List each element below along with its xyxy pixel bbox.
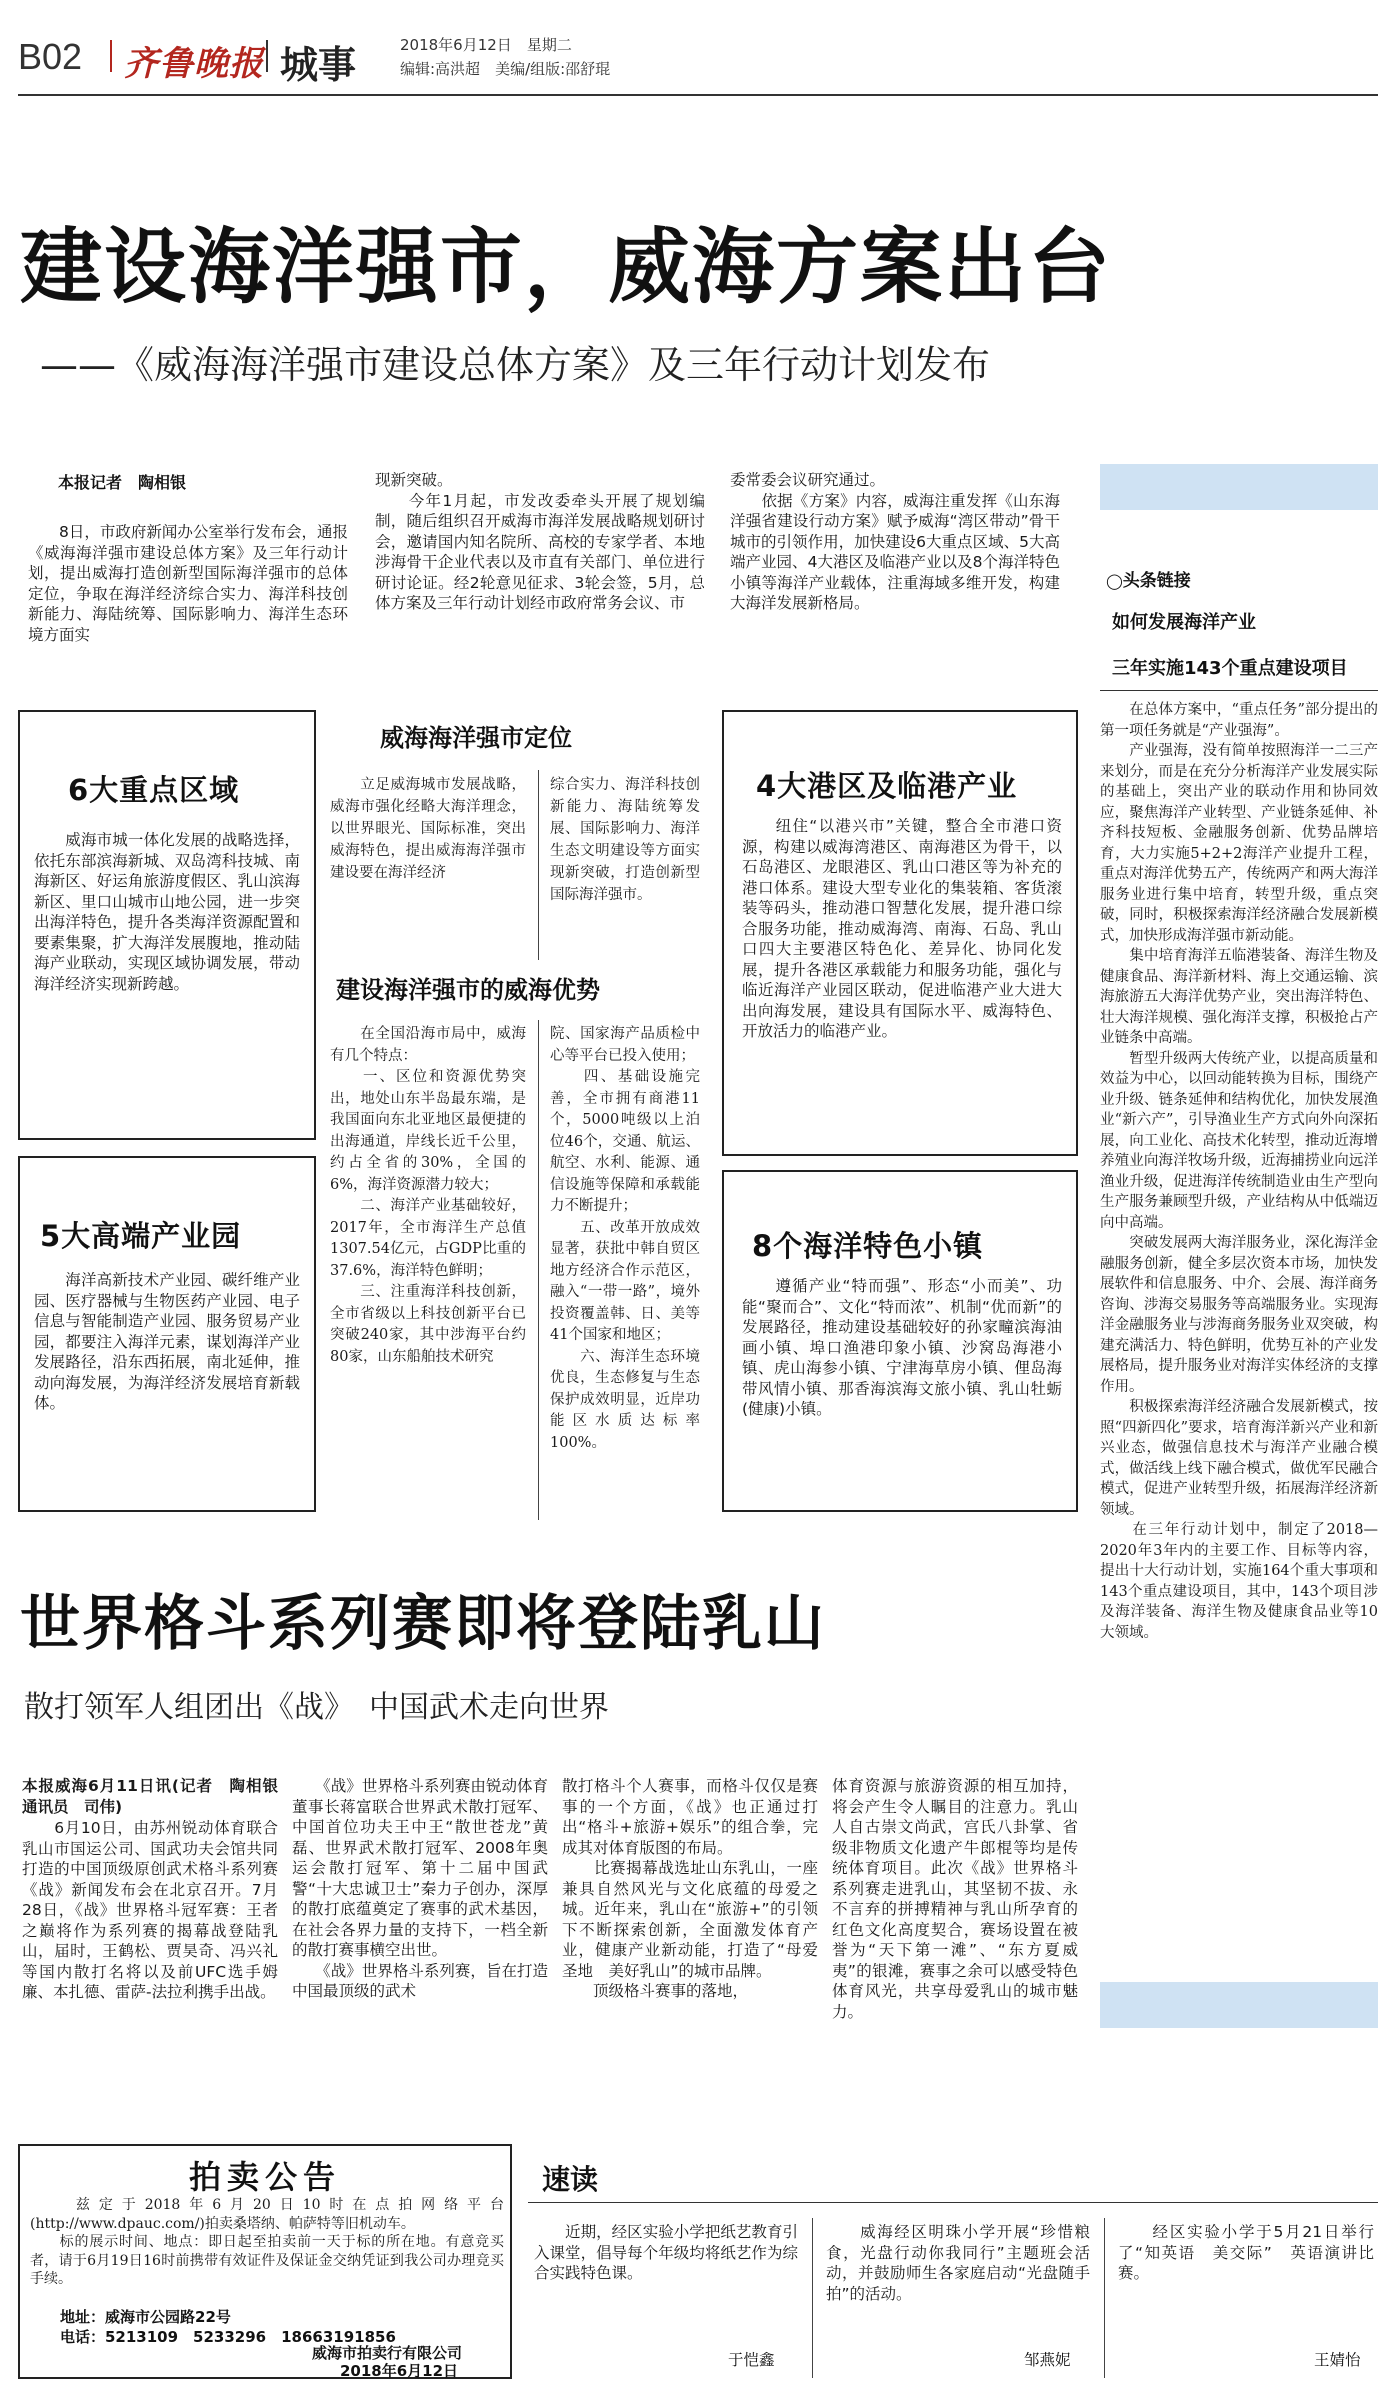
article1-subhead: ——《威海海洋强市建设总体方案》及三年行动计划发布 — [40, 343, 991, 387]
sidebar-title2: 三年实施143个重点建设项目 — [1112, 658, 1348, 679]
masthead — [18, 28, 1378, 88]
auction-text: 兹定于2018年6月20日10时在点拍网络平台(http://www.dpauc.com/)拍卖桑塔纳、帕萨特等旧机动车。 标的展示时间、地点：即日起至拍卖前一天于标的所在地。有意竞买者，请于6月19日16时前携带有效证件及保证金交纳凭证到我公司办理竞买手续。 — [30, 2197, 504, 2287]
box4-title: 8个海洋特色小镇 — [752, 1229, 984, 1263]
designer: 美编/组版:邵舒琨 — [495, 60, 611, 78]
weekday: 星期二 — [526, 36, 572, 54]
sidebar-top-band — [1100, 464, 1378, 510]
quick-title: 速读 — [542, 2163, 599, 2196]
sidebar-tag-text: 头条链接 — [1122, 571, 1191, 591]
quick-item-1-author: 于恺鑫 — [728, 2351, 775, 2369]
quick-divider-1 — [812, 2218, 813, 2378]
article2-col3: 散打格斗个人赛事，而格斗仅仅是赛事的一个方面，《战》也正通过打出“格斗+旅游+娱乐”的组合拳，完成其对体育版图的布局。 比赛揭幕战选址山东乳山，一座兼具自然风光与文化底蕴的母爱之城。近年来，乳山在“旅游+”的引领下不断探索创新，全面激发体育产业，健康产业新动能，打造了“母爱圣地 美好乳山”的城市品牌。 顶级格斗赛事的落地， — [562, 1777, 818, 2000]
quick-item-1: 近期，经区实验小学把纸艺教育引入课堂，倡导每个年级均将纸艺作为综合实践特色课。 — [534, 2223, 798, 2282]
auction-title: 拍卖公告 — [188, 2158, 341, 2196]
box3-text: 纽住“以港兴市”关键，整合全市港口资源，构建以威海湾港区、南海港区为骨干，以石岛港区、龙眼港区、乳山口港区等为补充的港口体系。建设大型专业化的集装箱、客货滚装等码头，推动港口智慧化发展，提升港口综合服务功能，推动威海湾、南海、石岛、乳山口四大主要港区特色化、差异化、协同化发展，提升各港区承载能力和服务功能，强化与临近海洋产业园区联动，促进临港产业大进大出向海发展，建设具有国际水平、威海特色、开放活力的临港产业。 — [742, 817, 1062, 1040]
box-6-key-areas — [18, 710, 316, 1140]
box1-text: 威海市城一体化发展的战略选择，依托东部滨海新城、双岛湾科技城、南海新区、好运角旅游度假区、乳山滨海新区、里口山城市山地公园，进一步突出海洋特色，提升各类海洋资源配置和要素集聚，扩大海洋发展腹地，推动陆海产业联动，实现区域协调发展，带动海洋经济实现新跨越。 — [34, 831, 300, 993]
article1-col2: 现新突破。 今年1月起，市发改委牵头开展了规划编制，随后组织召开威海市海洋发展战略规划研讨会，邀请国内知名院所、高校的专家学者、本地涉海骨干企业代表以及市直有关部门、单位进行研讨论证。经2轮意见征求、3轮会签，5月，总体方案及三年行动计划经市政府常务会议、市 — [375, 471, 705, 612]
sidebar-bottom-band — [1100, 1982, 1378, 2028]
quick-item-3-author: 王婧怡 — [1314, 2351, 1361, 2369]
center-positioning-left: 立足威海城市发展战略，威海市强化经略大海洋理念，以世界眼光、国际标准，突出威海特色，提出威海海洋强市建设要在海洋经济 — [330, 777, 526, 881]
box2-title: 5大高端产业园 — [40, 1219, 242, 1253]
header-rule — [18, 94, 1378, 96]
center-title-advantages: 建设海洋强市的威海优势 — [336, 976, 600, 1004]
box3-title: 4大港区及临港产业 — [756, 769, 1018, 803]
center-positioning-right: 综合实力、海洋科技创新能力、海陆统筹发展、国际影响力、海洋生态文明建设等方面实现新突破，打造创新型国际海洋强市。 — [550, 777, 700, 903]
auction-phone: 电话：5213109 5233296 18663191856 — [60, 2328, 396, 2346]
auction-company: 威海市拍卖行有限公司 — [312, 2344, 463, 2362]
sidebar-title-rule — [1100, 690, 1378, 691]
sidebar-tag — [1106, 566, 1191, 591]
box4-text: 遵循产业“特而强”、形态“小而美”、功能“聚而合”、文化“特而浓”、机制“优而新”的发展路径，推动建设基础较好的孙家疃滨海油画小镇、埠口渔港印象小镇、沙窝岛海港小镇、虎山海参小镇、宁津海草房小镇、俚岛海带风情小镇、那香海滨海文旅小镇、乳山牡蛎(健康)小镇。 — [742, 1277, 1062, 1418]
section-name: 城事 — [280, 43, 357, 87]
editors — [400, 58, 610, 79]
box-8-marine-towns — [722, 1170, 1078, 1512]
article2-col4: 体育资源与旅游资源的相互加持，将会产生令人瞩目的注意力。乳山人自古崇文尚武，宫氏八卦掌、省级非物质文化遗产牛郎棍等均是传统体育项目。此次《战》世界格斗系列赛走进乳山，其坚韧不拔、永不言弃的拼搏精神与乳山所孕育的红色文化高度契合，赛场设置在被誉为“天下第一滩”、“东方夏威夷”的银滩，赛事之余可以感受特色体育风光，共享母爱乳山的城市魅力。 — [832, 1777, 1078, 2021]
article1-headline: 建设海洋强市，威海方案出台 — [20, 220, 1113, 315]
link-icon: ◯ — [1106, 572, 1123, 590]
sidebar-text: 在总体方案中，“重点任务”部分提出的第一项任务就是“产业强海”。 产业强海，没有简单按照海洋一二三产来划分，而是在充分分析海洋产业发展实际的基础上，突出产业的联动作用和协同效应，聚焦海洋产业转型、产业链条延伸、补齐科技短板、金融服务创新、优势品牌培育，大力实施5+2+2海洋产业提升工程，重点对海洋优势五产，传统两产和两大海洋服务业进行集中培育，转型升级，重点突破，同时，积极探索海洋经济融合发展新模式，加快形成海洋强市新动能。 集中培育海洋五临港装备、海洋生物及健康食品、海洋新材料、海上交通运输、滨海旅游五大海洋优势产业，突出海洋特色、壮大海洋规模、强化海洋支撑，积极抢占产业链条中高端。 暂型升级两大传统产业，以提高质量和效益为中心，以回动能转换为目标，围绕产业升级、链条延伸和结构优化，加快发展渔业“新六产”，引导渔业生产方式向外向深拓展，向工业化、高技术化转型，推动近海增养殖业向海洋牧场升级，近海捕捞业向远洋渔业升级，促进海洋传统制造业由生产型向生产服务兼顾型升级，产业结构从中低端迈向中高端。 突破发展两大海洋服务业，深化海洋金融服务创新，健全多层次资本市场，加快发展软件和信息服务、中介、会展、海洋商务咨询、涉海交易服务等高端服务业。实现海洋金融服务业与涉海商务服务业双突破，构建充满活力、特色鲜明，优势互补的产业发展格局，提升服务业对海洋实体经济的支撑作用。 积极探索海洋经济融合发展新模式，按照“四新四化”要求，培育海洋新兴产业和新兴业态，做强信息技术与海洋产业融合模式，做活线上线下融合模式，做优军民融合模式，促进产业转型升级，拓展海洋经济新领域。 在三年行动计划中，制定了2018—2020年3年内的主要工作、目标等内容，提出十大行动计划，实施164个重大事项和143个重点建设项目，其中，143个项目涉及海洋装备、海洋生物及健康食品业等10大领域。 — [1100, 702, 1378, 1641]
box-4-port-areas — [722, 710, 1078, 1156]
box1-title: 6大重点区域 — [68, 773, 240, 807]
center-title-positioning: 威海海洋强市定位 — [380, 724, 572, 752]
quick-read — [528, 2158, 1378, 2383]
center-advantages-left: 在全国沿海市局中，威海有几个特点： 一、区位和资源优势突出，地处山东半岛最东端，是我国面向东北亚地区最便捷的出海通道，岸线长近千公里，约占全省的30%，全国的6%，海洋资源潜力较大； 二、海洋产业基础较好，2017年，全市海洋生产总值1307.54亿元，占GDP比重的37.6%，海洋特色鲜明； 三、注重海洋科技创新，全市省级以上科技创新平台已突破240家，其中涉海平台约80家，山东船舶技术研究 — [330, 1026, 526, 1365]
date-text: 2018年6月12日 — [400, 36, 512, 54]
quick-divider-2 — [1104, 2218, 1105, 2378]
auction-notice — [18, 2144, 512, 2379]
auction-address: 地址：威海市公园路22号 — [60, 2308, 231, 2326]
article1-col1: 8日，市政府新闻办公室举行发布会，通报《威海海洋强市建设总体方案》及三年行动计划，提出威海打造创新型国际海洋强市的总体定位，争取在海洋经济综合实力、海洋科技创新能力、海陆统筹、国际影响力、海洋生态环境方面实 — [28, 523, 348, 644]
article2-subhead: 散打领军人组团出《战》 中国武术走向世界 — [24, 1690, 609, 1725]
newspaper-logo: 齐鲁晚报 — [124, 44, 264, 84]
article1-byline: 本报记者 陶相银 — [58, 473, 187, 492]
box-5-industry-parks — [18, 1156, 316, 1512]
article2-byline: 本报威海6月11日讯(记者 陶相银 通讯员 司伟) — [22, 1777, 294, 1816]
quick-item-2-author: 邹燕妮 — [1024, 2351, 1071, 2369]
auction-date: 2018年6月12日 — [340, 2362, 459, 2380]
article1-col3: 委常委会议研究通过。 依据《方案》内容，威海注重发挥《山东海洋强省建设行动方案》赋予威海“湾区带动”骨干城市的引领作用，加快建设6大重点区域、5大高端产业园、4大港区及临港产业以及8个海洋特色小镇等海洋产业载体，注重海域多维开发，构建大海洋发展新格局。 — [730, 471, 1060, 612]
sidebar-title1: 如何发展海洋产业 — [1112, 612, 1256, 633]
article2-col2: 《战》世界格斗系列赛由锐动体育董事长蒋富联合世界武术散打冠军、中国首位功夫王中王“散世苍龙”黄磊、世界武术散打冠军、2008年奥运会散打冠军、第十二届中国武警“十大忠诚卫士”秦力子创办，深厚的散打底蕴奠定了赛事的武术基因，在社会各界力量的支持下，一档全新的散打赛事横空出世。 《战》世界格斗系列赛，旨在打造中国最顶级的武术 — [292, 1777, 548, 2000]
center-divider — [538, 770, 539, 960]
article2-headline: 世界格斗系列赛即将登陆乳山 — [20, 1589, 826, 1659]
quick-item-2: 威海经区明珠小学开展“珍惜粮食，光盘行动你我同行”主题班会活动，并鼓励师生各家庭启动“光盘随手拍”的活动。 — [826, 2223, 1090, 2303]
date — [400, 34, 572, 55]
center-advantages-right: 院、国家海产品质检中心等平台已投入使用； 四、基础设施完善，全市拥有商港11个，5000吨级以上泊位46个，交通、航运、航空、水利、能源、通信设施等保障和承载能力不断提升； 五、改革开放成效显著，获批中韩自贸区地方经济合作示范区，融入“一带一路”，境外投资覆盖韩、日、美等41个国家和地区； 六、海洋生态环境优良，生态修复与生态保护成效明显，近岸功能区水质达标率100%。 — [550, 1026, 700, 1451]
center-divider-2 — [538, 1020, 539, 1520]
article2-col1: 6月10日，由苏州锐动体育联合乳山市国运公司、国武功夫会馆共同打造的中国顶级原创武术格斗系列赛《战》新闻发布会在北京召开。7月28日，《战》世界格斗冠军赛：王者之巅将作为系列赛的揭幕战登陆乳山，届时，王鹤松、贾昊奇、冯兴礼等国内散打名将以及前UFC选手姆廉、本扎德、雷萨-法拉利携手出战。 — [22, 1819, 278, 2001]
quick-item-3: 经区实验小学于5月21日举行了“知英语 美交际” 英语演讲比赛。 — [1118, 2223, 1374, 2282]
quick-title-rule — [528, 2202, 1378, 2203]
page-number: B02 — [18, 36, 83, 77]
editor: 编辑:高洪超 — [400, 60, 481, 78]
box2-text: 海洋高新技术产业园、碳纤维产业园、医疗器械与生物医药产业园、电子信息与智能制造产业园、服务贸易产业园，都要注入海洋元素，谋划海洋产业发展路径，沿东西拓展，南北延伸，推动向海发展，为海洋经济发展培育新载体。 — [34, 1271, 300, 1412]
